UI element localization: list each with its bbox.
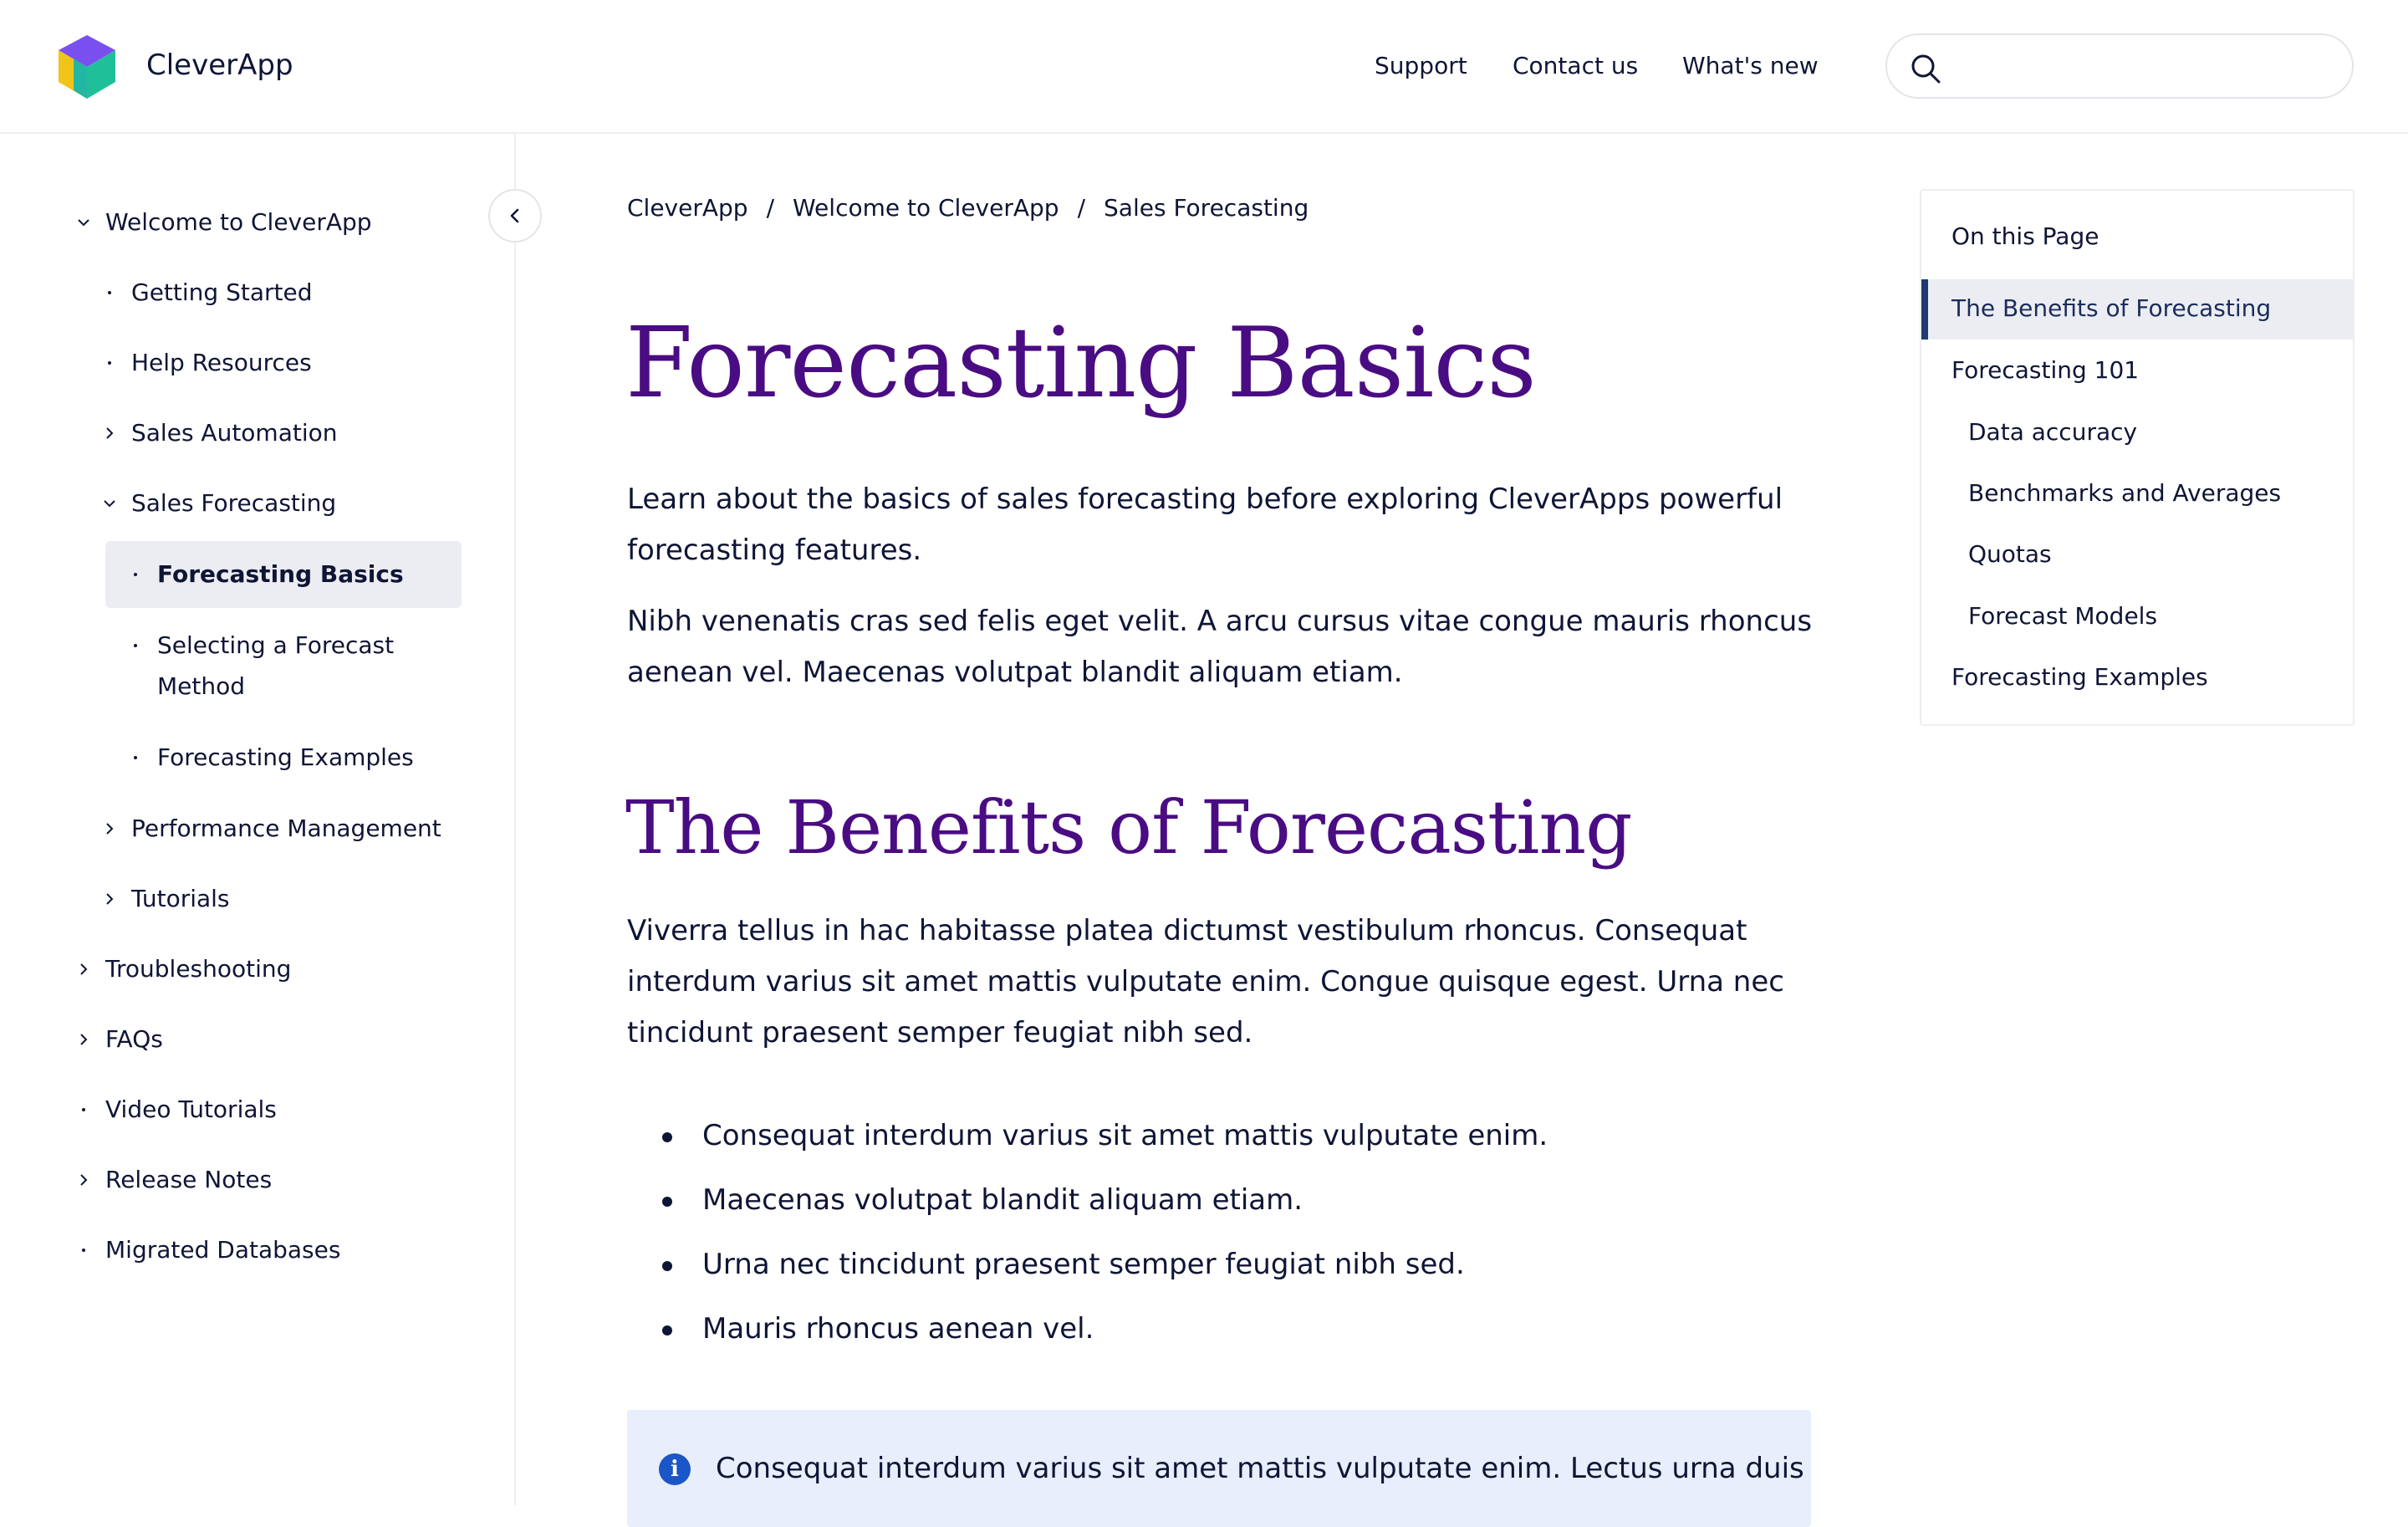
- chevron-right-icon: [75, 949, 92, 989]
- sidebar-item-sales-forecasting[interactable]: [101, 483, 336, 523]
- sidebar-item-troubleshooting[interactable]: [75, 949, 291, 989]
- breadcrumb: [627, 194, 1309, 222]
- bullet-list: [661, 1104, 1548, 1361]
- sidebar-item-forecasting-examples[interactable]: [127, 738, 414, 778]
- toc-item-forecasting-101[interactable]: Forecasting 101: [1951, 356, 2140, 384]
- sidebar-item-release-notes[interactable]: [75, 1160, 272, 1200]
- sidebar-item-faqs[interactable]: [75, 1019, 163, 1060]
- sidebar-item-label: Video Tutorials: [105, 1095, 277, 1123]
- sidebar-item-tutorials[interactable]: [101, 879, 230, 919]
- sidebar-item-label: Troubleshooting: [105, 955, 292, 983]
- body-paragraph: Nibh venenatis cras sed felis eget velit. A arcu cursus vitae congue mauris rhoncus aenean vel. Maecenas volutpat blandit aliquam etiam.: [627, 605, 1813, 689]
- search-input[interactable]: [1954, 47, 2334, 87]
- sidebar-item-label: Method: [157, 672, 246, 700]
- sidebar-item-label-line2[interactable]: [127, 666, 245, 707]
- intro-paragraph: Learn about the basics of sales forecasting before exploring CleverApps powerful forecasting features.: [627, 483, 1783, 567]
- on-this-page-panel: [1920, 189, 2354, 726]
- bullet-dot-icon: [127, 554, 144, 595]
- bullet-dot-icon: [127, 738, 144, 778]
- toc-item-quotas[interactable]: Quotas: [1968, 540, 2052, 568]
- info-icon: i: [659, 1453, 691, 1485]
- toc-item-benchmarks[interactable]: Benchmarks and Averages: [1968, 479, 2282, 507]
- cleverapp-logo-icon[interactable]: [57, 33, 117, 100]
- toc-item-benefits[interactable]: The Benefits of Forecasting: [1951, 294, 2272, 322]
- breadcrumb-link-sales-forecasting[interactable]: Sales Forecasting: [1104, 194, 1309, 222]
- chevron-right-icon: [75, 1160, 92, 1200]
- toc-item-forecasting-examples[interactable]: Forecasting Examples: [1951, 663, 2208, 691]
- list-item: Urna nec tincidunt praesent semper feugiat nibh sed.: [661, 1233, 1548, 1297]
- search-box[interactable]: [1885, 33, 2354, 99]
- brand-name[interactable]: CleverApp: [146, 49, 293, 82]
- sidebar-item-sales-automation[interactable]: [101, 413, 338, 453]
- list-item: Mauris rhoncus aenean vel.: [661, 1297, 1548, 1361]
- bullet-dot-icon: [101, 273, 118, 313]
- breadcrumb-link-cleverapp[interactable]: CleverApp: [627, 194, 748, 222]
- bullet-dot-icon: [101, 343, 118, 383]
- toc-title: On this Page: [1951, 222, 2099, 250]
- sidebar-item-label: Sales Forecasting: [131, 489, 337, 517]
- sidebar-item-label: Getting Started: [131, 278, 313, 306]
- collapse-sidebar-button[interactable]: [488, 189, 542, 243]
- callout-text: Consequat interdum varius sit amet mattis vulputate enim. Lectus urna duis: [716, 1452, 1804, 1485]
- sidebar-item-selecting-forecast-method[interactable]: [127, 626, 394, 666]
- chevron-right-icon: [75, 1019, 92, 1060]
- sidebar-item-label: Sales Automation: [131, 419, 338, 447]
- toc-item-data-accuracy[interactable]: Data accuracy: [1968, 418, 2138, 446]
- sidebar-item-getting-started[interactable]: [101, 273, 312, 313]
- sidebar-item-label: Help Resources: [131, 349, 312, 376]
- info-callout: [627, 1410, 1811, 1527]
- top-header: [0, 0, 2408, 134]
- sidebar-item-label: FAQs: [105, 1025, 163, 1053]
- chevron-right-icon: [101, 879, 118, 919]
- list-item: Maecenas volutpat blandit aliquam etiam.: [661, 1168, 1548, 1233]
- breadcrumb-link-welcome[interactable]: Welcome to CleverApp: [793, 194, 1059, 222]
- chevron-down-icon: [101, 483, 118, 523]
- chevron-right-icon: [101, 413, 118, 453]
- sidebar-item-label: Performance Management: [131, 815, 441, 842]
- sidebar-item-migrated-databases[interactable]: [75, 1230, 340, 1270]
- search-icon: [1909, 52, 1942, 85]
- sidebar-item-performance-management[interactable]: [101, 809, 441, 849]
- chevron-left-icon: [507, 207, 523, 224]
- toc-item-forecast-models[interactable]: Forecast Models: [1968, 602, 2158, 630]
- sidebar-item-label: Forecasting Examples: [157, 743, 414, 771]
- sidebar-item-label: Welcome to CleverApp: [105, 208, 372, 236]
- page-title: Forecasting Basics: [625, 307, 1536, 420]
- nav-contact-link[interactable]: Contact us: [1513, 52, 1639, 79]
- chevron-down-icon: [75, 202, 92, 243]
- bullet-dot-icon: [127, 626, 144, 666]
- section-heading: The Benefits of Forecasting: [625, 784, 1632, 871]
- chevron-right-icon: [101, 809, 118, 849]
- bullet-dot-icon: [75, 1230, 92, 1270]
- bullet-dot-icon: [75, 1090, 92, 1130]
- sidebar-item-help-resources[interactable]: [101, 343, 312, 383]
- breadcrumb-separator: /: [766, 194, 775, 222]
- nav-support-link[interactable]: Support: [1375, 52, 1467, 79]
- section-paragraph: Viverra tellus in hac habitasse platea dictumst vestibulum rhoncus. Consequat interdum varius sit amet mattis vulputate enim. Congue quisque egest. Urna nec tincidunt praesent semper feugiat nibh sed.: [627, 914, 1784, 1049]
- sidebar-item-forecasting-basics[interactable]: [127, 554, 404, 595]
- sidebar-item-label: Selecting a Forecast: [157, 631, 395, 659]
- sidebar-item-label: Release Notes: [105, 1166, 273, 1193]
- sidebar-item-label: Tutorials: [131, 885, 230, 912]
- sidebar-item-video-tutorials[interactable]: [75, 1090, 277, 1130]
- sidebar-item-label: Migrated Databases: [105, 1236, 341, 1264]
- sidebar-item-label: Forecasting Basics: [157, 560, 404, 588]
- sidebar-item-welcome[interactable]: [75, 202, 372, 243]
- list-item: Consequat interdum varius sit amet mattis vulputate enim.: [661, 1104, 1548, 1168]
- breadcrumb-separator: /: [1077, 194, 1086, 222]
- nav-whats-new-link[interactable]: What's new: [1682, 52, 1819, 79]
